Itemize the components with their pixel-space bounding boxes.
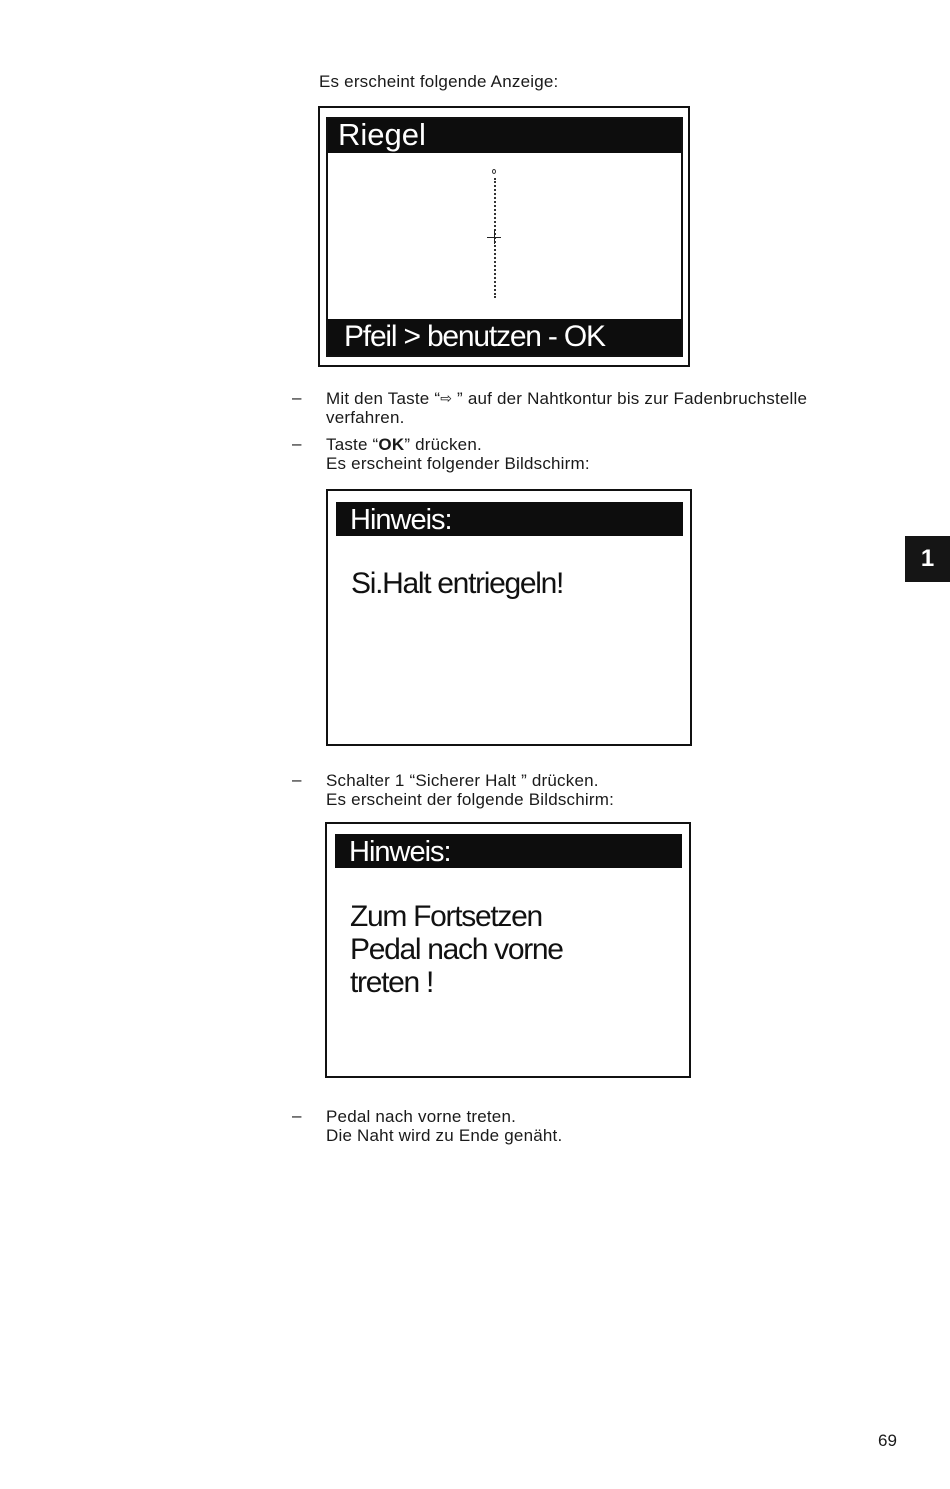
- display-title-bar: [328, 119, 681, 153]
- step1-line2: verfahren.: [326, 408, 405, 427]
- chapter-tab: 1: [905, 536, 950, 582]
- display-title-bar: [336, 502, 683, 536]
- display-message: Zum Fortsetzen Pedal nach vorne treten !: [350, 900, 563, 999]
- step2-text-pre: Taste “: [326, 435, 379, 454]
- display-title: Hinweis:: [349, 836, 451, 868]
- ok-key-label: OK: [378, 435, 405, 454]
- page-number: 69: [878, 1431, 897, 1450]
- display-footer-bar: [328, 319, 681, 355]
- step1-line1: [326, 389, 807, 408]
- step3-dash: –: [292, 770, 302, 789]
- step2-line1: [326, 435, 482, 454]
- intro-text: Es erscheint folgende Anzeige:: [319, 72, 559, 91]
- display-title: Riegel: [338, 117, 426, 152]
- step4-line2: Die Naht wird zu Ende genäht.: [326, 1126, 563, 1145]
- step2-text-post: ” drücken.: [404, 435, 482, 454]
- cursor-cross-icon-vertical: [494, 230, 495, 244]
- display-footer: Pfeil > benutzen - OK: [344, 320, 605, 353]
- step4-dash: –: [292, 1106, 302, 1125]
- step3-line2: Es erscheint der folgende Bildschirm:: [326, 790, 615, 809]
- step1-dash: –: [292, 388, 302, 407]
- step2-line2: Es erscheint folgender Bildschirm:: [326, 454, 590, 473]
- display-message: Si.Halt entriegeln!: [351, 567, 564, 600]
- right-arrow-icon: ⇨: [440, 390, 453, 406]
- step1-text-post: ” auf der Nahtkontur bis zur Fadenbruchstelle: [452, 389, 808, 408]
- step2-dash: –: [292, 434, 302, 453]
- step4-line1: Pedal nach vorne treten.: [326, 1107, 517, 1126]
- seam-start-marker: [492, 169, 496, 174]
- display-title-bar: [335, 834, 682, 868]
- display-title: Hinweis:: [350, 504, 452, 536]
- step1-text-pre: Mit den Taste “: [326, 389, 441, 408]
- step3-line1: Schalter 1 “Sicherer Halt ” drücken.: [326, 771, 599, 790]
